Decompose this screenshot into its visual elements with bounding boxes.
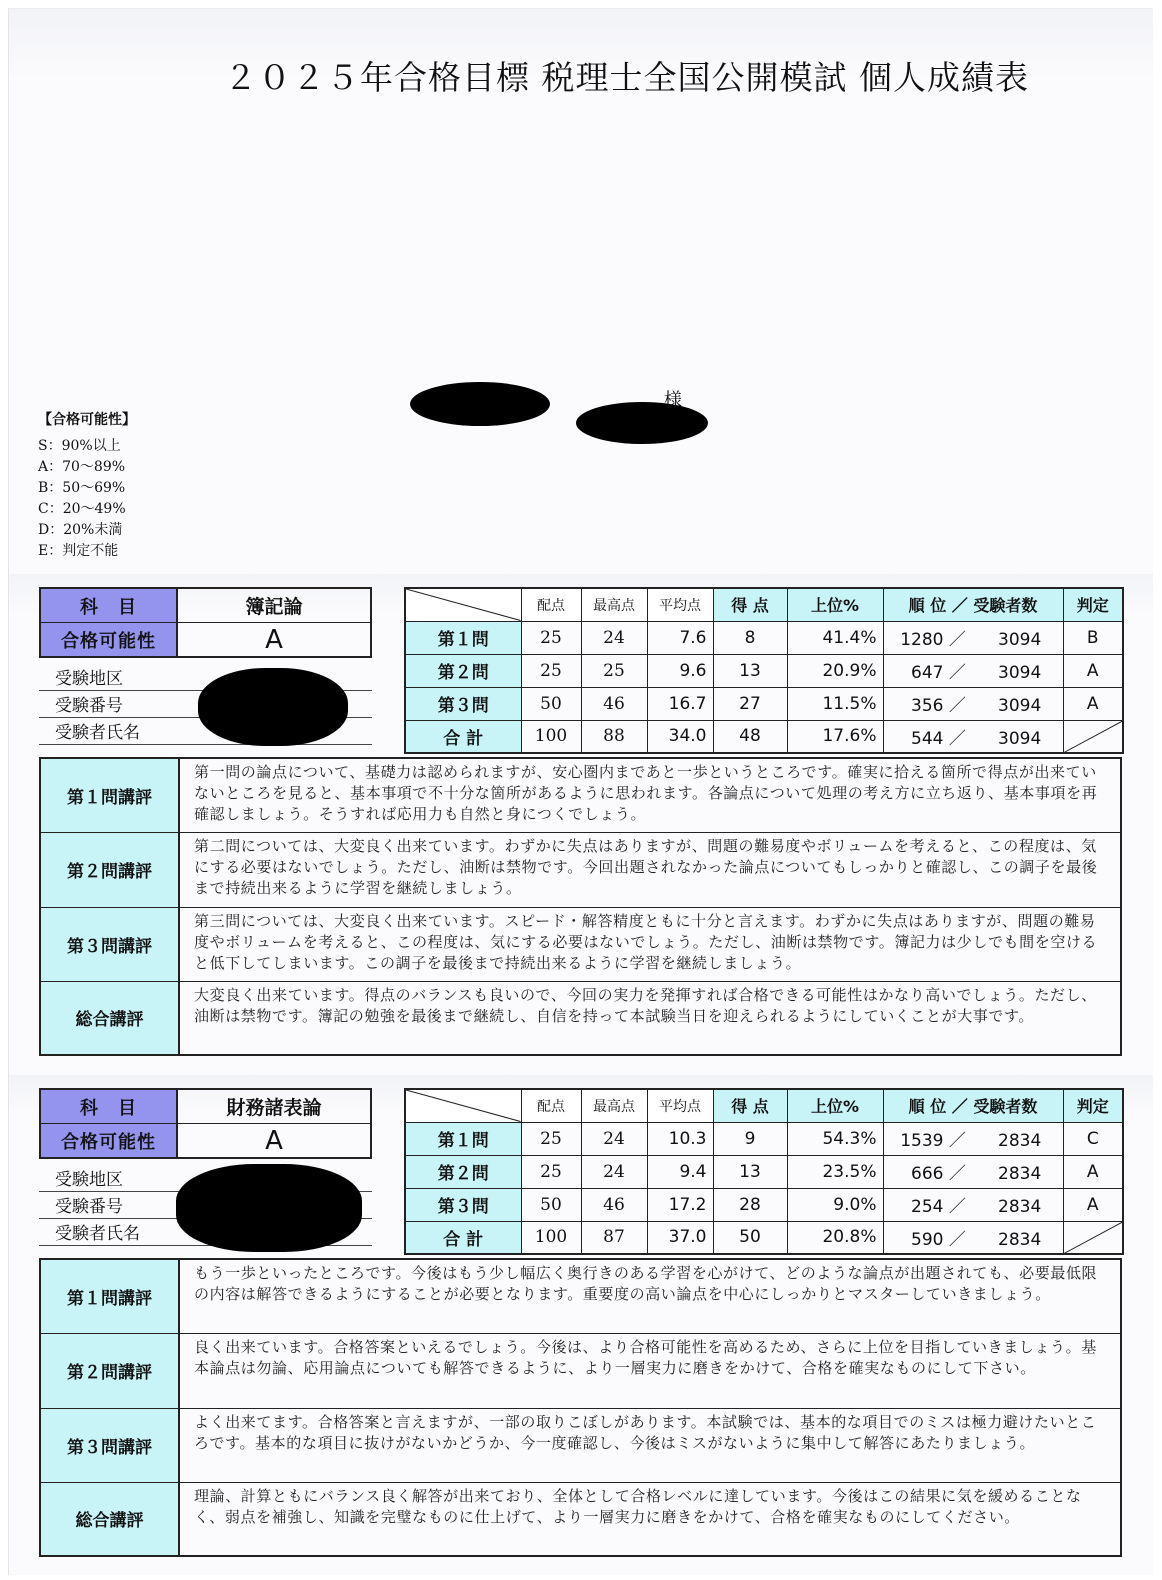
comment-row bbox=[40, 907, 1121, 981]
table-row bbox=[405, 1155, 1123, 1188]
subject-box bbox=[39, 1088, 372, 1159]
redaction-mark bbox=[198, 668, 348, 746]
row-label: 合 計 bbox=[405, 720, 521, 753]
comment-row bbox=[40, 1259, 1121, 1333]
rank-cell: 356 ／ 3094 bbox=[883, 687, 1063, 720]
rank-value: 544 bbox=[911, 728, 944, 749]
top-pct-cell: 17.6% bbox=[787, 720, 883, 753]
comment-text: もう一歩といったところです。今後はもう少し幅広く奥行きのある学習を心がけて、どのような論点が出題されても、必要最低限の内容は解答できるようにすることが必要となります。重要度の高い論点を中心にしっかりとマスターしていきましょう。 bbox=[179, 1259, 1121, 1333]
table-row-total bbox=[405, 1221, 1123, 1254]
table-row bbox=[405, 1122, 1123, 1155]
avg-cell: 17.2 bbox=[647, 1188, 713, 1221]
col-max: 最高点 bbox=[581, 1089, 647, 1122]
judge-cell: C bbox=[1063, 1122, 1123, 1155]
examinee-count: 2834 bbox=[998, 1131, 1042, 1151]
row-label: 第１問 bbox=[405, 1122, 521, 1155]
row-label: 合 計 bbox=[405, 1221, 521, 1254]
rank-value: 666 bbox=[911, 1164, 944, 1184]
max-cell: 88 bbox=[581, 720, 647, 753]
avg-cell: 7.6 bbox=[647, 621, 713, 654]
comment-row bbox=[40, 1333, 1121, 1408]
col-allocation: 配点 bbox=[521, 1089, 581, 1122]
header-corner bbox=[405, 1089, 521, 1122]
allocation-cell: 25 bbox=[521, 1155, 581, 1188]
redaction-mark bbox=[410, 382, 550, 426]
allocation-cell: 50 bbox=[521, 687, 581, 720]
col-judge: 判定 bbox=[1063, 1089, 1123, 1122]
rank-value: 590 bbox=[911, 1229, 944, 1250]
col-rank: 順 位 ／ 受験者数 bbox=[883, 1089, 1063, 1122]
comment-text: 第一問の論点について、基礎力は認められますが、安心圏内まであと一歩というところです。確実に拾える箇所で得点が出来ていないところを見ると、基本事項で不十分な箇所があるように思われます。各論点について処理の考え方に立ち返り、基本事項を再確認しましょう。そうすれば応用力も自然と身につくでしょう。 bbox=[179, 758, 1121, 832]
score-cell: 28 bbox=[713, 1188, 787, 1221]
score-cell: 27 bbox=[713, 687, 787, 720]
comment-label: 第２問講評 bbox=[40, 1333, 179, 1408]
examinee-count: 2834 bbox=[998, 1197, 1042, 1217]
comment-label: 第１問講評 bbox=[40, 1259, 179, 1333]
rank-value: 356 bbox=[911, 696, 944, 716]
col-score: 得 点 bbox=[713, 1089, 787, 1122]
examinee-count: 3094 bbox=[998, 728, 1042, 749]
examinee-name-label: 受験者氏名 bbox=[39, 1219, 372, 1246]
rank-value: 1280 bbox=[900, 630, 944, 650]
rank-cell: 1280 ／ 3094 bbox=[883, 621, 1063, 654]
examinee-count: 3094 bbox=[998, 696, 1042, 716]
max-cell: 24 bbox=[581, 621, 647, 654]
comment-row bbox=[40, 832, 1121, 907]
top-pct-cell: 41.4% bbox=[787, 621, 883, 654]
top-pct-cell: 20.9% bbox=[787, 654, 883, 687]
row-label: 第２問 bbox=[405, 1155, 521, 1188]
legend-item: C：20～49% bbox=[38, 501, 126, 517]
comment-label: 第３問講評 bbox=[40, 1408, 179, 1482]
possibility-grade: A bbox=[265, 1125, 283, 1156]
legend-item: E：判定不能 bbox=[38, 543, 119, 559]
region-label: 受験地区 bbox=[39, 1165, 372, 1192]
table-row bbox=[405, 654, 1123, 687]
row-label: 第１問 bbox=[405, 621, 521, 654]
max-cell: 24 bbox=[581, 1155, 647, 1188]
allocation-cell: 100 bbox=[521, 1221, 581, 1254]
row-label: 第２問 bbox=[405, 654, 521, 687]
comment-text: 大変良く出来ています。得点のバランスも良いので、今回の実力を発揮すれば合格できる可能性はかなり高いでしょう。ただし、油断は禁物です。簿記の勉強を最後まで継続し、自信を持って本試験当日を迎えられるようにしていくことが大事です。 bbox=[179, 981, 1121, 1055]
avg-cell: 9.4 bbox=[647, 1155, 713, 1188]
comment-label: 第１問講評 bbox=[40, 758, 179, 832]
allocation-cell: 25 bbox=[521, 1122, 581, 1155]
legend-item: D：20%未満 bbox=[38, 522, 123, 538]
judge-cell: A bbox=[1063, 687, 1123, 720]
redaction-mark bbox=[176, 1164, 362, 1252]
col-top-pct: 上位% bbox=[787, 588, 883, 621]
max-cell: 25 bbox=[581, 654, 647, 687]
top-pct-cell: 20.8% bbox=[787, 1221, 883, 1254]
score-table bbox=[404, 1088, 1124, 1255]
possibility-grade: A bbox=[265, 624, 283, 655]
score-cell: 8 bbox=[713, 621, 787, 654]
top-pct-cell: 23.5% bbox=[787, 1155, 883, 1188]
comment-row bbox=[40, 981, 1121, 1055]
subject-value: 財務諸表論 bbox=[226, 1097, 322, 1119]
comment-label: 第２問講評 bbox=[40, 832, 179, 907]
col-top-pct: 上位% bbox=[787, 1089, 883, 1122]
top-pct-cell: 54.3% bbox=[787, 1122, 883, 1155]
score-cell: 13 bbox=[713, 654, 787, 687]
score-table bbox=[404, 587, 1124, 754]
table-row bbox=[405, 1188, 1123, 1221]
col-avg: 平均点 bbox=[647, 588, 713, 621]
col-judge: 判定 bbox=[1063, 588, 1123, 621]
max-cell: 24 bbox=[581, 1122, 647, 1155]
judge-cell: A bbox=[1063, 1155, 1123, 1188]
legend-heading: 【合格可能性】 bbox=[38, 412, 136, 428]
exam-number-label: 受験番号 bbox=[39, 691, 372, 718]
top-pct-cell: 9.0% bbox=[787, 1188, 883, 1221]
row-label: 第３問 bbox=[405, 1188, 521, 1221]
rank-cell: 254 ／ 2834 bbox=[883, 1188, 1063, 1221]
report-title: ２０２５年合格目標 税理士全国公開模試 個人成績表 bbox=[224, 58, 1029, 97]
score-cell: 48 bbox=[713, 720, 787, 753]
comment-text: 第二問については、大変良く出来ています。わずかに失点はありますが、問題の難易度やボリュームを考えると、この程度は、気にする必要はないでしょう。ただし、油断は禁物です。今回出題されなかった論点についてもしっかりと確認し、この調子を最後まで持続出来るように学習を継続しましょう。 bbox=[179, 832, 1121, 907]
rank-cell: 544 ／ 3094 bbox=[883, 720, 1063, 753]
comments-table bbox=[39, 757, 1122, 1056]
col-avg: 平均点 bbox=[647, 1089, 713, 1122]
comment-text: よく出来てます。合格答案と言えますが、一部の取りこぼしがあります。本試験では、基本的な項目でのミスは極力避けたいところです。基本的な項目に抜けがないかどうか、今一度確認し、今後はミスがないように集中して解答にあたりましょう。 bbox=[179, 1408, 1121, 1482]
avg-cell: 34.0 bbox=[647, 720, 713, 753]
judge-cell: B bbox=[1063, 621, 1123, 654]
allocation-cell: 100 bbox=[521, 720, 581, 753]
row-label: 第３問 bbox=[405, 687, 521, 720]
col-allocation: 配点 bbox=[521, 588, 581, 621]
comment-label: 総合講評 bbox=[40, 1482, 179, 1556]
allocation-cell: 25 bbox=[521, 654, 581, 687]
comment-text: 良く出来ています。合格答案といえるでしょう。今後は、より合格可能性を高めるため、さらに上位を目指していきましょう。基本論点は勿論、応用論点についても解答できるように、より一層実力に磨きをかけて、合格を確実なものにして下さい。 bbox=[179, 1333, 1121, 1408]
comment-row bbox=[40, 1408, 1121, 1482]
possibility-label: 合格可能性 bbox=[41, 623, 178, 656]
top-pct-cell: 11.5% bbox=[787, 687, 883, 720]
judge-cell: A bbox=[1063, 1188, 1123, 1221]
judge-cell-empty bbox=[1063, 720, 1123, 753]
avg-cell: 37.0 bbox=[647, 1221, 713, 1254]
score-cell: 9 bbox=[713, 1122, 787, 1155]
exam-number-label: 受験番号 bbox=[39, 1192, 372, 1219]
rank-value: 1539 bbox=[900, 1131, 944, 1151]
comment-label: 第３問講評 bbox=[40, 907, 179, 981]
comments-table bbox=[39, 1258, 1122, 1557]
max-cell: 46 bbox=[581, 687, 647, 720]
score-cell: 13 bbox=[713, 1155, 787, 1188]
examinee-count: 3094 bbox=[998, 663, 1042, 683]
table-row-total bbox=[405, 720, 1123, 753]
subject-box bbox=[39, 587, 372, 658]
comment-row bbox=[40, 758, 1121, 832]
avg-cell: 10.3 bbox=[647, 1122, 713, 1155]
comment-text: 理論、計算ともにバランス良く解答が出来ており、全体として合格レベルに達しています。今後はこの結果に気を緩めることなく、弱点を補強し、知識を完璧なものに仕上げて、より一層実力に磨きをかけて、合格を確実なものにしてください。 bbox=[179, 1482, 1121, 1556]
avg-cell: 9.6 bbox=[647, 654, 713, 687]
table-row bbox=[405, 687, 1123, 720]
rank-cell: 647 ／ 3094 bbox=[883, 654, 1063, 687]
examinee-name-label: 受験者氏名 bbox=[39, 718, 372, 745]
rank-cell: 590 ／ 2834 bbox=[883, 1221, 1063, 1254]
col-rank: 順 位 ／ 受験者数 bbox=[883, 588, 1063, 621]
comment-row bbox=[40, 1482, 1121, 1556]
subject-label: 科 目 bbox=[41, 1090, 178, 1123]
legend-item: S：90%以上 bbox=[38, 438, 121, 454]
comment-text: 第三問については、大変良く出来ています。スピード・解答精度ともに十分と言えます。わずかに失点はありますが、問題の難易度やボリュームを考えると、この程度は、気にする必要はないでしょう。ただし、油断は禁物です。簿記力は少しでも間を空けると低下してしまいます。この調子を最後まで持続出来るように学習を継続しましょう。 bbox=[179, 907, 1121, 981]
judge-cell: A bbox=[1063, 654, 1123, 687]
examinee-count: 2834 bbox=[998, 1229, 1042, 1250]
comment-label: 総合講評 bbox=[40, 981, 179, 1055]
avg-cell: 16.7 bbox=[647, 687, 713, 720]
allocation-cell: 25 bbox=[521, 621, 581, 654]
region-label: 受験地区 bbox=[39, 664, 372, 691]
table-row bbox=[405, 621, 1123, 654]
rank-value: 647 bbox=[911, 663, 944, 683]
allocation-cell: 50 bbox=[521, 1188, 581, 1221]
max-cell: 46 bbox=[581, 1188, 647, 1221]
possibility-label: 合格可能性 bbox=[41, 1124, 178, 1157]
legend-item: A：70～89% bbox=[38, 459, 126, 475]
legend-item: B：50～69% bbox=[38, 480, 126, 496]
rank-value: 254 bbox=[911, 1197, 944, 1217]
subject-label: 科 目 bbox=[41, 589, 178, 622]
redaction-mark bbox=[576, 402, 708, 444]
score-cell: 50 bbox=[713, 1221, 787, 1254]
subject-value: 簿記論 bbox=[245, 596, 303, 618]
judge-cell-empty bbox=[1063, 1221, 1123, 1254]
col-max: 最高点 bbox=[581, 588, 647, 621]
examinee-count: 3094 bbox=[998, 630, 1042, 650]
col-score: 得 点 bbox=[713, 588, 787, 621]
examinee-count: 2834 bbox=[998, 1164, 1042, 1184]
rank-cell: 1539 ／ 2834 bbox=[883, 1122, 1063, 1155]
max-cell: 87 bbox=[581, 1221, 647, 1254]
header-corner bbox=[405, 588, 521, 621]
pass-possibility-legend bbox=[38, 410, 136, 562]
rank-cell: 666 ／ 2834 bbox=[883, 1155, 1063, 1188]
honorific: 様 bbox=[664, 390, 682, 411]
